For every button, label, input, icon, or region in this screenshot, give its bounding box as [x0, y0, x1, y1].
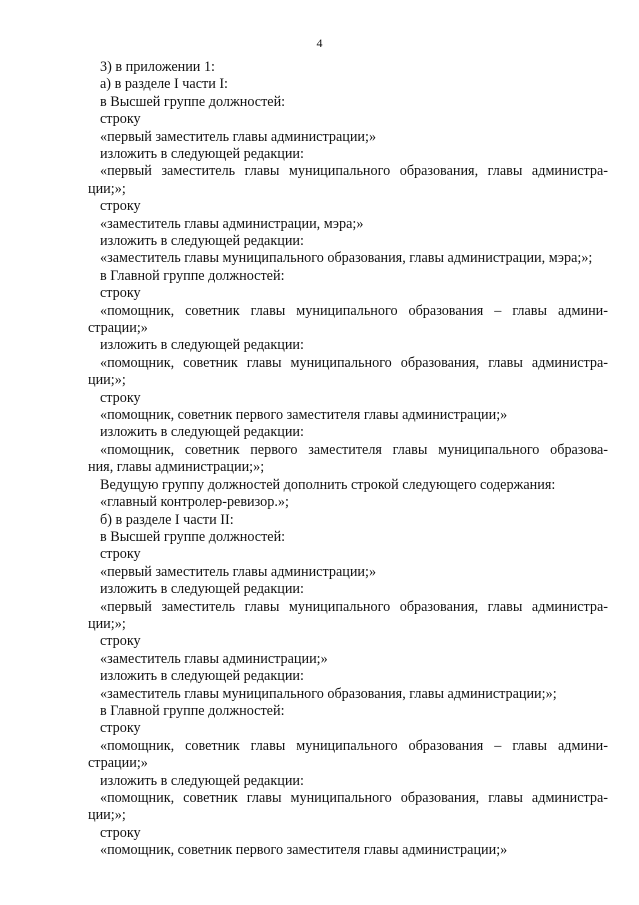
text-line: изложить в следующей редакции:: [100, 337, 304, 354]
text-line: строку: [100, 824, 141, 841]
text-line: изложить в следующей редакции:: [100, 424, 304, 441]
text-line: «помощник, советник главы муниципального образования, главы администра-: [100, 354, 608, 371]
page-number: 4: [316, 36, 323, 50]
text-line: «заместитель главы муниципального образования, главы администрации;»;: [100, 685, 557, 702]
text-line: строку: [100, 111, 141, 128]
text-line: изложить в следующей редакции:: [100, 581, 304, 598]
text-line: б) в разделе I части II:: [100, 511, 234, 528]
text-line: ции;»;: [88, 180, 126, 197]
text-line: строку: [100, 633, 141, 650]
text-line: ции;»;: [88, 615, 126, 632]
text-line: страции;»: [88, 320, 148, 337]
text-line: «первый заместитель главы муниципального образования, главы администра-: [100, 163, 608, 180]
text-line: «помощник, советник главы муниципального образования, главы администра-: [100, 789, 608, 806]
text-line: «помощник, советник первого заместителя главы администрации;»: [100, 407, 508, 424]
text-line: страции;»: [88, 755, 148, 772]
text-line: строку: [100, 720, 141, 737]
text-line: «первый заместитель главы администрации;»: [100, 128, 377, 145]
text-line: «первый заместитель главы администрации;»: [100, 563, 377, 580]
text-line: изложить в следующей редакции:: [100, 772, 304, 789]
text-line: 3) в приложении 1:: [100, 59, 215, 75]
text-line: строку: [100, 285, 141, 302]
text-line: Ведущую группу должностей дополнить строкой следующего содержания:: [100, 476, 556, 493]
text-line: ния, главы администрации;»;: [88, 459, 265, 476]
text-line: «заместитель главы муниципального образования, главы администрации, мэра;»;: [100, 250, 593, 267]
text-line: «помощник, советник первого заместителя главы администрации;»: [100, 842, 508, 859]
text-line: в Главной группе должностей:: [100, 267, 285, 284]
text-line: «помощник, советник главы муниципального образования – главы админи-: [100, 302, 608, 319]
text-line: строку: [100, 198, 141, 215]
text-line: «помощник, советник первого заместителя главы муниципального образова-: [100, 441, 608, 458]
text-line: ции;»;: [88, 807, 126, 824]
text-line: изложить в следующей редакции:: [100, 146, 304, 163]
text-line: в Главной группе должностей:: [100, 702, 285, 719]
text-line: в Высшей группе должностей:: [100, 93, 286, 110]
text-line: «помощник, советник главы муниципального образования – главы админи-: [100, 737, 608, 754]
text-line: изложить в следующей редакции:: [100, 668, 304, 685]
text-line: в Высшей группе должностей:: [100, 528, 286, 545]
text-line: «первый заместитель главы муниципального образования, главы администра-: [100, 598, 608, 615]
text-line: «заместитель главы администрации;»: [100, 650, 328, 667]
text-line: ции;»;: [88, 372, 126, 389]
text-line: «заместитель главы администрации, мэра;»: [100, 215, 364, 232]
text-line: строку: [100, 389, 141, 406]
text-line: «главный контролер-ревизор.»;: [100, 494, 289, 511]
text-line: изложить в следующей редакции:: [100, 233, 304, 250]
document-body: [88, 59, 608, 860]
text-line: строку: [100, 546, 141, 563]
text-line: а) в разделе I части I:: [100, 76, 228, 93]
